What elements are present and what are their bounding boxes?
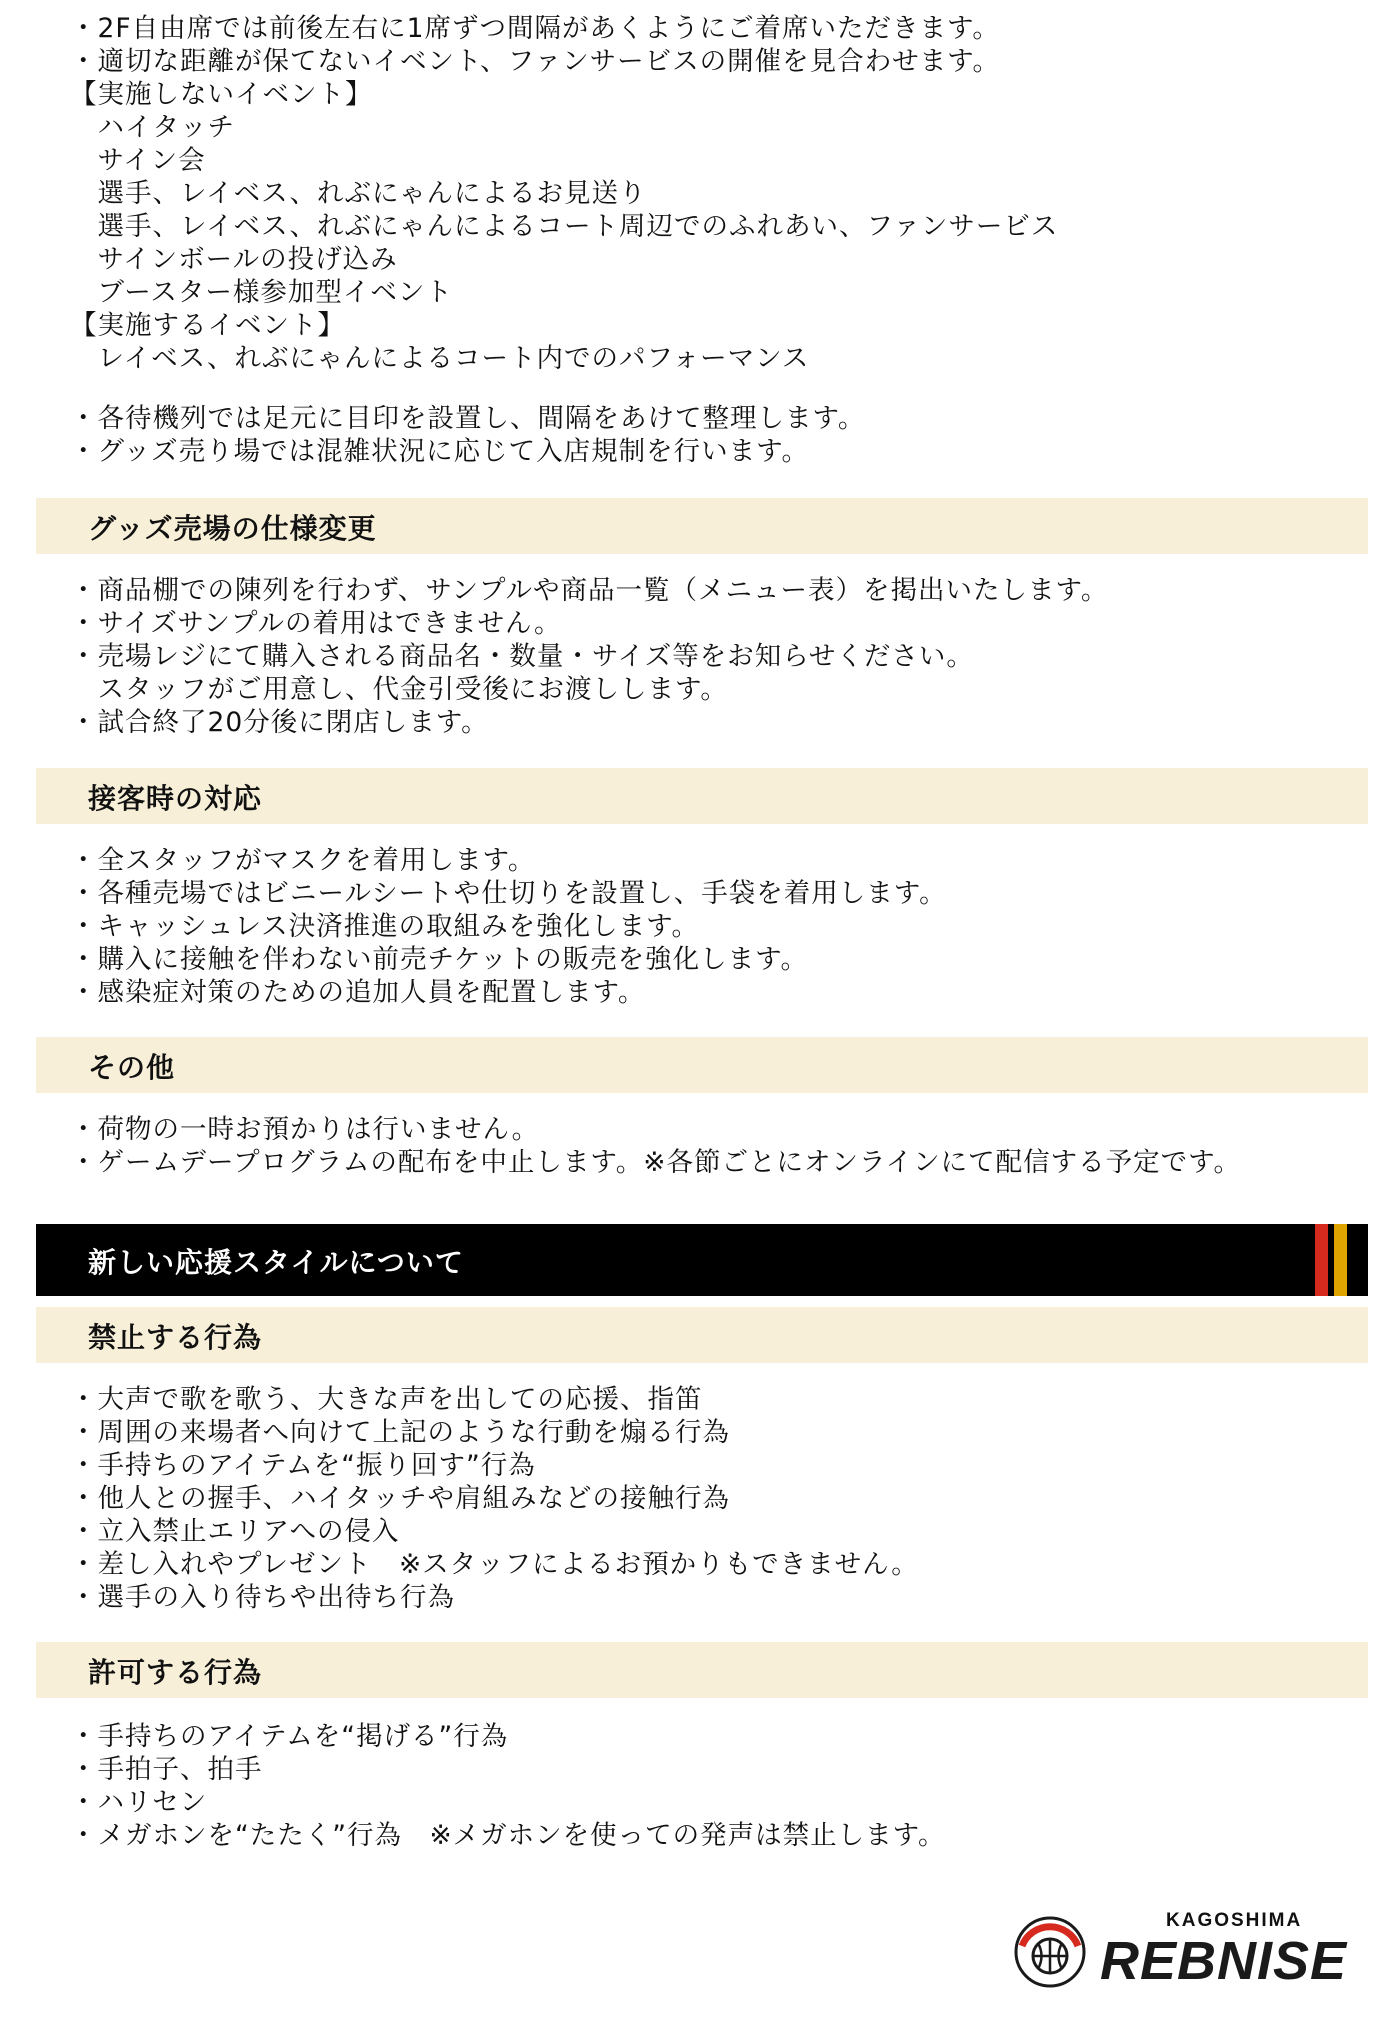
basketball-emblem-icon [1014,1916,1086,1988]
body-line: ・キャッシュレス決済推進の取組みを強化します。 [70,911,700,942]
section-title: 禁止する行為 [88,1321,263,1354]
intro-line: ・2F自由席では前後左右に1席ずつ間隔があくようにご着席いただきます。 [70,13,1000,44]
body-line: ・手持ちのアイテムを“掲げる”行為 [70,1721,509,1752]
red-stripe [1315,1224,1328,1296]
section-body-prohibited [70,1383,919,1614]
intro-line: 選手、レイベス、れぶにゃんによるお見送り [70,178,647,209]
intro-line: ・各待機列では足元に目印を設置し、間隔をあけて整理します。 [70,403,866,434]
body-line: ・ハリセン [70,1787,208,1818]
body-line: ・売場レジにて購入される商品名・数量・サイズ等をお知らせください。 [70,641,974,672]
section-body-goods [70,574,1108,739]
rebnise-logo [1014,1910,1350,1996]
body-line: ・大声で歌を歌う、大きな声を出しての応援、指笛 [70,1384,703,1415]
intro-line: サイン会 [70,145,206,176]
intro-line: ハイタッチ [70,112,235,143]
intro-line: 選手、レイベス、れぶにゃんによるコート周辺でのふれあい、ファンサービス [70,211,1059,242]
section-title: 許可する行為 [88,1656,263,1689]
intro-line: 【実施するイベント】 [70,310,345,341]
banner-title: 新しい応援スタイルについて [88,1246,464,1279]
body-line: ・ゲームデープログラムの配布を中止します。※各節ごとにオンラインにて配信する予定です。 [70,1147,1242,1178]
section-body-allowed [70,1720,946,1852]
body-line: ・試合終了20分後に閉店します。 [70,707,489,738]
body-line: ・各種売場ではビニールシートや仕切りを設置し、手袋を着用します。 [70,878,947,909]
body-line: ・他人との握手、ハイタッチや肩組みなどの接触行為 [70,1483,730,1514]
logo-wordmark: REBNISE [1100,1931,1348,1991]
intro-block [70,12,1058,375]
body-line: ・全スタッフがマスクを着用します。 [70,845,536,876]
body-line: ・差し入れやプレゼント ※スタッフによるお預かりもできません。 [70,1549,919,1580]
body-line: スタッフがご用意し、代金引受後にお渡しします。 [70,674,728,705]
intro-line: ・適切な距離が保てないイベント、ファンサービスの開催を見合わせます。 [70,46,1000,77]
body-line: ・選手の入り待ちや出待ち行為 [70,1582,455,1613]
intro-line: レイベス、れぶにゃんによるコート内でのパフォーマンス [70,343,810,374]
intro-line: ブースター様参加型イベント [70,277,453,308]
body-line: ・荷物の一時お預かりは行いません。 [70,1114,540,1145]
section-title: その他 [88,1051,176,1084]
body-line: ・立入禁止エリアへの侵入 [70,1516,400,1547]
section-title: 接客時の対応 [88,782,263,815]
body-line: ・手拍子、拍手 [70,1754,263,1785]
body-line: ・メガホンを“たたく”行為 ※メガホンを使っての発声は禁止します。 [70,1820,946,1851]
intro-line: サインボールの投げ込み [70,244,398,275]
section-body-other [70,1113,1241,1179]
body-line: ・感染症対策のための追加人員を配置します。 [70,977,646,1008]
section-header-other [36,1037,1368,1093]
body-line: ・商品棚での陳列を行わず、サンプルや商品一覧（メニュー表）を掲出いたします。 [70,575,1109,606]
section-header-allowed [36,1642,1368,1698]
body-line: ・購入に接触を伴わない前売チケットの販売を強化します。 [70,944,808,975]
section-header-goods [36,498,1368,554]
section-header-prohibited [36,1307,1368,1363]
logo-subtitle: KAGOSHIMA [1166,1910,1303,1931]
section-body-service [70,844,947,1009]
intro-line: ・グッズ売り場では混雑状況に応じて入店規制を行います。 [70,436,810,467]
intro-block-2 [70,402,865,468]
body-line: ・手持ちのアイテムを“振り回す”行為 [70,1450,536,1481]
gold-stripe [1334,1224,1347,1296]
intro-line: 【実施しないイベント】 [70,79,373,110]
cheer-style-banner [36,1224,1368,1296]
body-line: ・サイズサンプルの着用はできません。 [70,608,562,639]
body-line: ・周囲の来場者へ向けて上記のような行動を煽る行為 [70,1417,730,1448]
section-title: グッズ売場の仕様変更 [88,512,377,545]
section-header-service [36,768,1368,824]
